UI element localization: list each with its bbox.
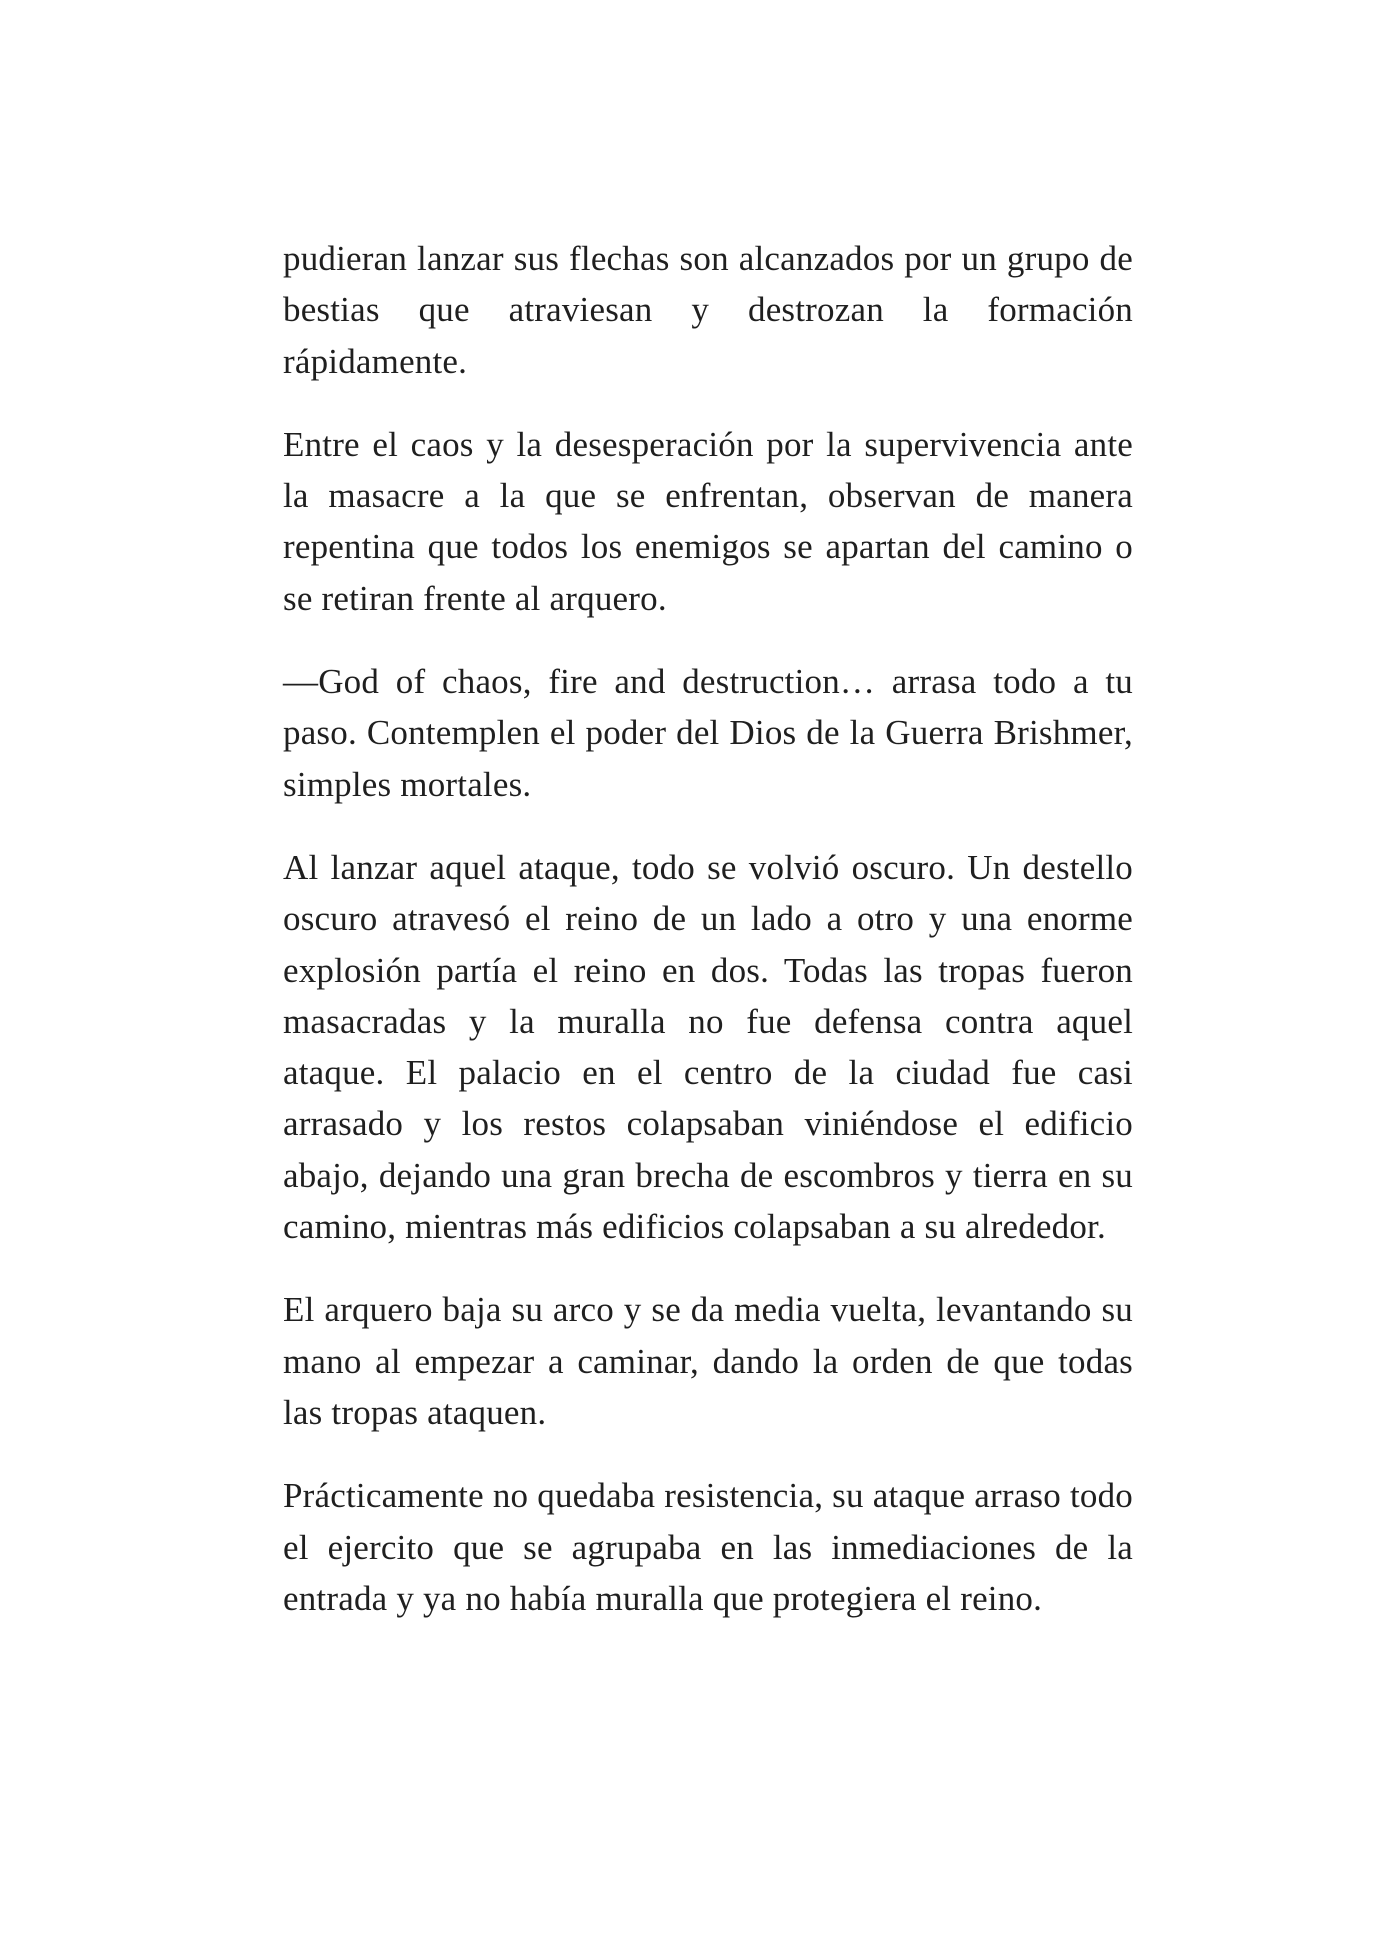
paragraph: El arquero baja su arco y se da media vuelta, levantando su mano al empezar a caminar, dando la orden de que todas las tropas ataquen. <box>283 1290 1133 1432</box>
paragraph: pudieran lanzar sus flechas son alcanzados por un grupo de bestias que atraviesan y destrozan la formación rápidamente. <box>283 239 1133 381</box>
paragraph: Prácticamente no quedaba resistencia, su ataque arraso todo el ejercito que se agrupaba en las inmediaciones de la entrada y ya no había muralla que protegiera el reino. <box>283 1476 1133 1618</box>
body-text <box>283 233 1133 1656</box>
paragraph: —God of chaos, fire and destruction… arrasa todo a tu paso. Contemplen el poder del Dios de la Guerra Brishmer, simples mortales. <box>283 662 1133 804</box>
paragraph: Al lanzar aquel ataque, todo se volvió oscuro. Un destello oscuro atravesó el reino de un lado a otro y una enorme explosión partía el reino en dos. Todas las tropas fueron masacradas y la muralla no fue defensa contra aquel ataque. El palacio en el centro de la ciudad fue casi arrasado y los restos colapsaban viniéndose el edificio abajo, dejando una gran brecha de escombros y tierra en su camino, mientras más edificios colapsaban a su alrededor. <box>283 847 1133 1247</box>
paragraph: Entre el caos y la desesperación por la supervivencia ante la masacre a la que se enfrentan, observan de manera repentina que todos los enemigos se apartan del camino o se retiran frente al arquero. <box>283 424 1133 618</box>
